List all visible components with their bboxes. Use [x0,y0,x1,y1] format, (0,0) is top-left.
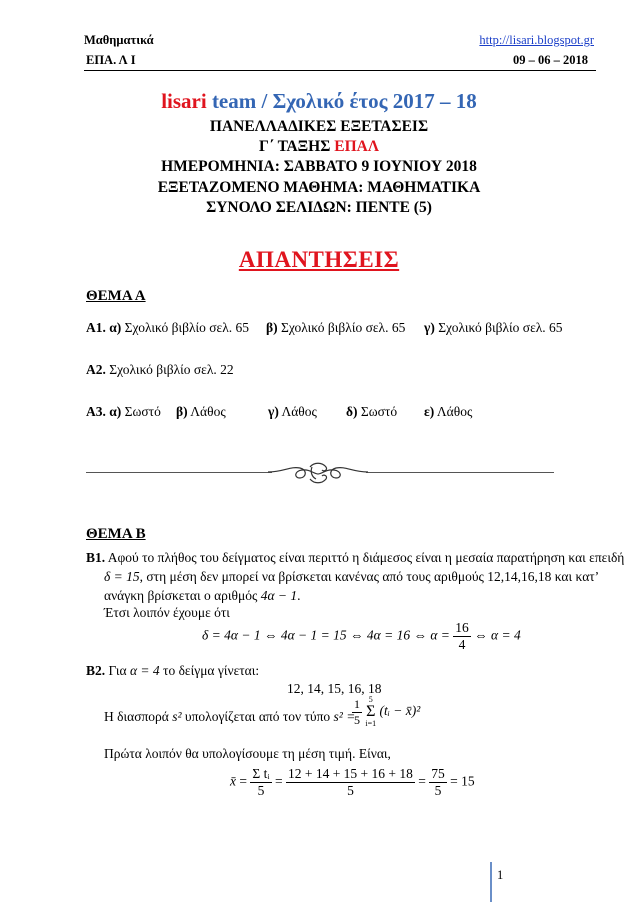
team-lisari: lisari [161,89,207,113]
a3-a: Σωστό [121,404,161,419]
a3-d: Σωστό [357,404,398,419]
b2-sigma-bottom: i=1 [365,719,377,728]
title-epal: ΕΠΑΛ [334,138,379,155]
b1-eq-right: ⇔ α = 4 [474,627,521,643]
b1-fraction [453,620,471,653]
b2-formula-frac [352,697,362,728]
b2-var-text-a: Η διασπορά [104,709,173,724]
b2-text1b: το δείγμα γίνεται: [159,663,260,678]
a1-c-row [424,320,563,336]
b1-fraction-num: 16 [455,620,469,635]
page-number-bar [490,862,492,902]
b2-mean-num3: 75 [431,766,445,781]
a3-e-label: ε) [424,404,435,419]
answers-heading: ΑΠΑΝΤΗΣΕΙΣ [238,247,400,272]
title-line2 [0,138,638,156]
b1-line1 [86,550,624,566]
b2-alpha: α = 4 [129,663,160,678]
b2-mean-den3: 5 [434,783,442,798]
b2-formula-sigma-block [365,696,376,728]
b2-mean-text: Πρώτα λοιπόν θα υπολογίσουμε τη μέση τιμή. Είναι, [104,746,391,761]
a1-row [86,320,249,336]
b2-sigma-top: 5 [368,695,373,704]
b2-mean-equation: x̄ = $\frac{\text{Σ tᵢ}}{5}$ = $\frac{12 + 14 + 15 + 16 + 18}{5}$ = $\frac{75}{5}$ = 15 [230,766,475,798]
a3-c: Λάθος [278,404,317,419]
b2-mean-frac2 [286,766,415,799]
a2-text: Σχολικό βιβλίο σελ. 22 [105,362,234,377]
title-line2-prefix: Γ΄ ΤΑΞΗΣ [259,138,335,155]
a3-b: Λάθος [187,404,226,419]
b2-formula-five: 5 [354,712,360,727]
b1-text3: ανάγκη βρίσκεται ο αριθμός [104,588,261,603]
b2-mean-num1: Σ tᵢ [252,766,270,781]
a3-b-row [176,404,226,420]
a1-b-label: β) [266,320,278,335]
b2-sigma: Σ [366,703,376,720]
header-date: 09 – 06 – 2018 [513,53,588,67]
title-line5: ΣΥΝΟΛΟ ΣΕΛΙΔΩΝ: ΠΕΝΤΕ (5) [206,199,432,216]
b1-delta: δ = 15 [104,569,140,584]
flourish-ornament-icon [266,458,370,488]
b1-line4: Έτσι λοιπόν έχουμε ότι [104,605,230,620]
b2-line1 [86,663,259,679]
header-rule [84,70,596,71]
b2-var-text-b: υπολογίζεται από τον τύπο [181,709,334,724]
b2-variance-line: Η διασπορά s² υπολογίζεται από τον τύπο s² = [104,709,356,724]
b2-formula-s2: s² [333,709,343,724]
a3-e-row [424,404,472,420]
a2-row [86,362,234,378]
theme-b-heading: ΘΕΜΑ Β [86,526,146,542]
b1-fraction-den: 4 [458,637,466,652]
a3-c-row [268,404,317,420]
page-number: 1 [497,868,504,882]
header-link[interactable]: http://lisari.blogspot.gr [479,33,594,47]
b1-line2 [104,569,599,585]
a3-c-label: γ) [268,404,279,419]
b2-label: Β2. [86,663,106,678]
team-rest: team / Σχολικό έτος 2017 – 18 [206,89,477,113]
b2-formula-one: 1 [354,696,360,711]
a1-b-row [266,320,405,336]
a3-b-label: β) [176,404,188,419]
b2-formula-term: (tᵢ − x̄)² [379,703,421,719]
title-line4: ΕΞΕΤΑΖΟΜΕΝΟ ΜΑΘΗΜΑ: ΜΑΘΗΜΑΤΙΚΑ [157,179,481,196]
a2-label: Α2. [86,362,106,377]
a3-d-row [346,404,397,420]
a1-a: Σχολικό βιβλίο σελ. 65 [121,320,250,335]
team-title [0,89,638,114]
b1-text2: , στη μέση δεν μπορεί να βρίσκεται κανένας από τους αριθμούς 12,14,16,18 και κατ’ [139,569,600,584]
b2-mean-frac3 [429,766,447,799]
divider-line-right [366,472,554,473]
b2-mean-result: 15 [461,773,475,789]
b2-mean-den2: 5 [347,783,354,798]
b1-line3 [104,588,301,604]
b1-text1: Αφού το πλήθος του δείγματος είναι περιττό η διάμεσος είναι η μεσαία παρατήρηση και επειδή [105,550,625,565]
b1-equation [202,620,521,653]
b2-xbar: x̄ [230,773,236,789]
a3-e: Λάθος [434,404,473,419]
a3-label: Α3. α) [86,404,122,419]
a1-c-label: γ) [424,320,435,335]
b2-formula [352,696,420,728]
header-subject: Μαθηματικά [84,33,154,47]
b2-sample: 12, 14, 15, 16, 18 [287,681,382,696]
theme-a-heading: ΘΕΜΑ Α [86,288,146,304]
b1-text3-end: . [297,588,301,603]
b1-expr: 4α − 1 [260,588,298,603]
b2-mean-num2: 12 + 14 + 15 + 16 + 18 [287,766,413,781]
title-line3: ΗΜΕΡΟΜΗΝΙΑ: ΣΑΒΒΑΤΟ 9 ΙΟΥΝΙΟΥ 2018 [161,158,477,175]
a1-label: Α1. α) [86,320,122,335]
b2-mean-frac1 [250,766,271,799]
b1-label: Β1. [86,550,106,565]
b2-var-symbol: s² [172,709,182,724]
b1-eq-left: δ = 4α − 1 ⇔ 4α − 1 = 15 ⇔ 4α = 16 ⇔ α = [202,627,454,643]
title-line1: ΠΑΝΕΛΛΑΔΙΚΕΣ ΕΞΕΤΑΣΕΙΣ [209,118,429,135]
b2-text1a: Για [105,663,130,678]
a3-a-row [86,404,161,420]
a1-b: Σχολικό βιβλίο σελ. 65 [277,320,406,335]
divider-line-left [86,472,272,473]
a3-d-label: δ) [346,404,358,419]
header-class: ΕΠΑ. Λ Ι [86,53,136,67]
a1-c: Σχολικό βιβλίο σελ. 65 [434,320,563,335]
b2-mean-den1: 5 [257,783,265,798]
